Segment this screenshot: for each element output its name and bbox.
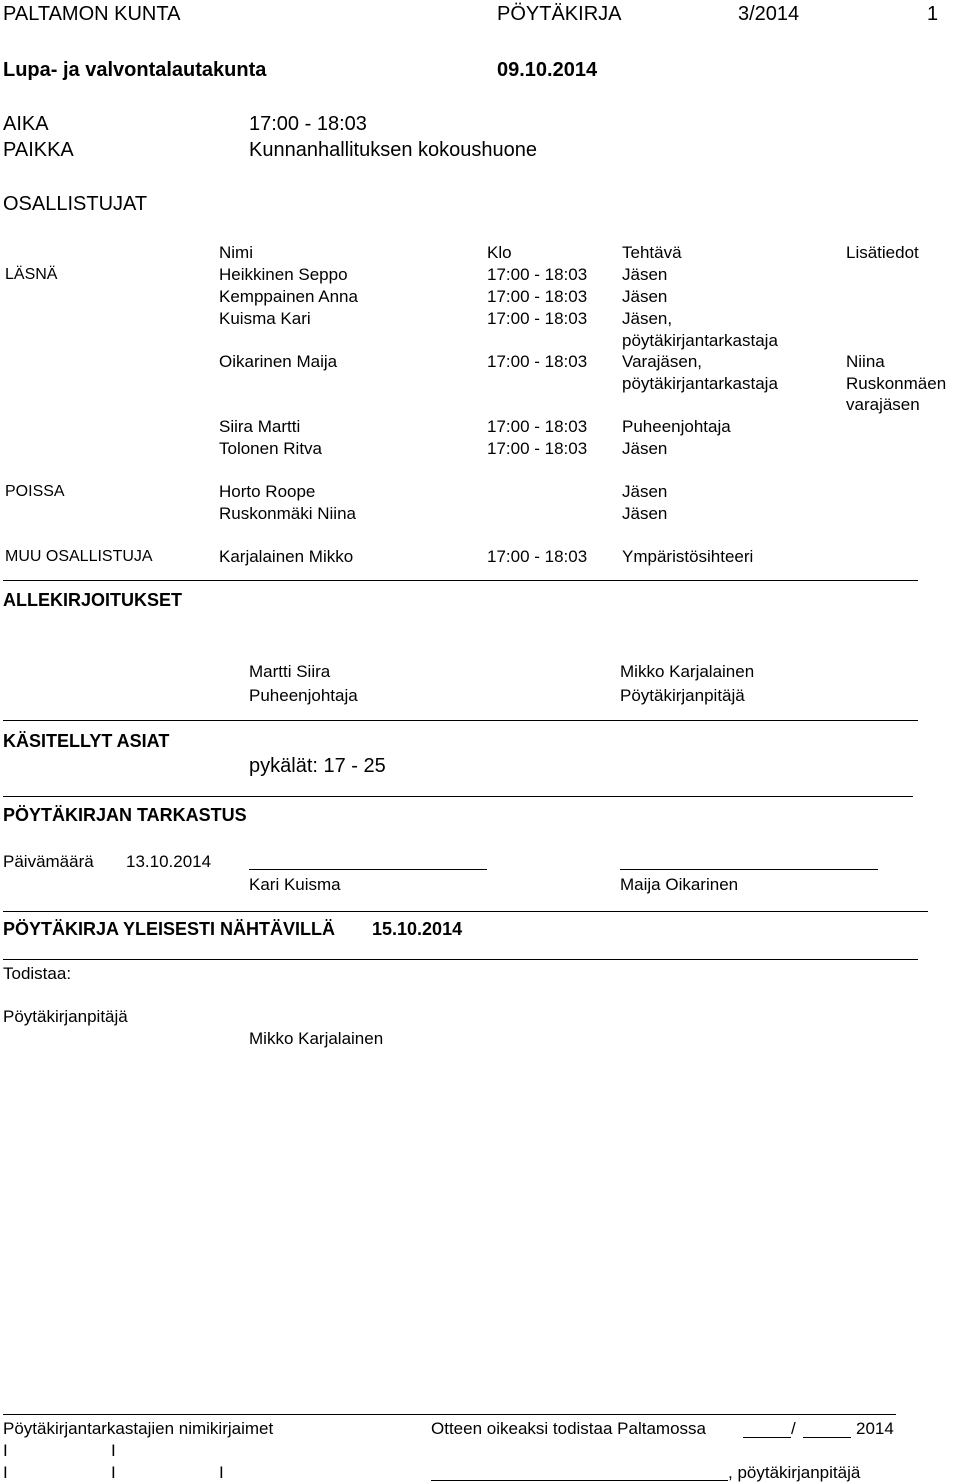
municipality-name: PALTAMON KUNTA	[3, 3, 181, 25]
participant-name: Kuisma Kari	[219, 309, 311, 328]
footer-initial-mark: I	[111, 1463, 116, 1482]
column-header-time: Klo	[487, 243, 512, 262]
chair-name: Martti Siira	[249, 662, 331, 681]
footer-initial-mark: I	[3, 1463, 8, 1482]
absent-role: Jäsen	[622, 504, 668, 523]
column-header-name: Nimi	[219, 243, 253, 262]
footer-slash: /	[791, 1419, 796, 1438]
footer-blank-line	[803, 1437, 851, 1438]
secretary-role: Pöytäkirjanpitäjä	[620, 686, 745, 705]
certify-label: Todistaa:	[3, 964, 72, 983]
public-display-date: 15.10.2014	[372, 919, 463, 939]
participant-time: 17:00 - 18:03	[487, 265, 588, 284]
signature-line	[620, 869, 878, 870]
footer-initial-mark: I	[219, 1463, 224, 1482]
participant-note: Niina	[846, 352, 885, 371]
section-divider	[3, 720, 918, 721]
signature-line	[249, 869, 487, 870]
signatures-heading: ALLEKIRJOITUKSET	[3, 590, 183, 610]
participant-role: Jäsen,	[622, 309, 673, 328]
footer-certify-text: Otteen oikeaksi todistaa Paltamossa	[431, 1419, 706, 1438]
review-heading: PÖYTÄKIRJAN TARKASTUS	[3, 805, 247, 825]
other-participant-label: MUU OSALLISTUJA	[5, 548, 153, 565]
participant-role-extra: pöytäkirjantarkastaja	[622, 374, 778, 393]
participant-note: varajäsen	[846, 395, 920, 414]
column-header-notes: Lisätiedot	[846, 243, 919, 262]
participant-role: Varajäsen,	[622, 352, 703, 371]
reviewer-1-name: Kari Kuisma	[249, 875, 341, 894]
meeting-date: 09.10.2014	[497, 59, 598, 81]
participant-name: Siira Martti	[219, 417, 301, 436]
absent-name: Ruskonmäki Niina	[219, 504, 356, 523]
column-header-role: Tehtävä	[622, 243, 682, 262]
section-divider	[3, 911, 928, 912]
participant-name: Tolonen Ritva	[219, 439, 323, 458]
participant-name: Heikkinen Seppo	[219, 265, 348, 284]
participants-heading: OSALLISTUJAT	[3, 193, 148, 215]
participant-role-extra: pöytäkirjantarkastaja	[622, 331, 778, 350]
other-participant-time: 17:00 - 18:03	[487, 547, 588, 566]
participant-role: Puheenjohtaja	[622, 417, 731, 436]
footer-year: 2014	[856, 1419, 894, 1438]
participant-time: 17:00 - 18:03	[487, 287, 588, 306]
participant-name: Kemppainen Anna	[219, 287, 358, 306]
document-type: PÖYTÄKIRJA	[497, 3, 622, 25]
public-display-heading: PÖYTÄKIRJA YLEISESTI NÄHTÄVILLÄ	[3, 919, 336, 939]
secretary-name: Mikko Karjalainen	[620, 662, 755, 681]
record-keeper-name: Mikko Karjalainen	[249, 1029, 384, 1048]
other-participant-name: Karjalainen Mikko	[219, 547, 354, 566]
participant-time: 17:00 - 18:03	[487, 417, 588, 436]
record-keeper-label: Pöytäkirjanpitäjä	[3, 1007, 128, 1026]
participant-time: 17:00 - 18:03	[487, 439, 588, 458]
document-number: 3/2014	[738, 3, 800, 25]
section-divider	[3, 959, 918, 960]
footer-divider	[3, 1414, 896, 1415]
footer-keeper-suffix: , pöytäkirjanpitäjä	[728, 1463, 861, 1482]
footer-initial-mark: I	[111, 1441, 116, 1460]
participant-role: Jäsen	[622, 287, 668, 306]
footer-initials-label: Pöytäkirjantarkastajien nimikirjaimet	[3, 1419, 274, 1438]
review-date-value: 13.10.2014	[126, 852, 212, 871]
present-label: LÄSNÄ	[5, 266, 58, 283]
participant-time: 17:00 - 18:03	[487, 352, 588, 371]
chair-role: Puheenjohtaja	[249, 686, 358, 705]
footer-initial-mark: I	[3, 1441, 8, 1460]
absent-label: POISSA	[5, 483, 65, 500]
time-label: AIKA	[3, 113, 49, 135]
place-value: Kunnanhallituksen kokoushuone	[249, 139, 537, 161]
handled-sections: pykälät: 17 - 25	[249, 755, 386, 777]
handled-heading: KÄSITELLYT ASIAT	[3, 731, 170, 751]
participant-name: Oikarinen Maija	[219, 352, 338, 371]
committee-name: Lupa- ja valvontalautakunta	[3, 59, 267, 81]
other-participant-role: Ympäristösihteeri	[622, 547, 754, 566]
participant-role: Jäsen	[622, 439, 668, 458]
section-divider	[3, 580, 918, 581]
footer-blank-line	[743, 1437, 791, 1438]
footer-signature-line	[431, 1480, 728, 1481]
absent-name: Horto Roope	[219, 482, 316, 501]
page-number: 1	[927, 3, 939, 25]
participant-role: Jäsen	[622, 265, 668, 284]
place-label: PAIKKA	[3, 139, 74, 161]
absent-role: Jäsen	[622, 482, 668, 501]
time-value: 17:00 - 18:03	[249, 113, 367, 135]
reviewer-2-name: Maija Oikarinen	[620, 875, 739, 894]
review-date-label: Päivämäärä	[3, 852, 94, 871]
section-divider	[3, 796, 913, 797]
participant-time: 17:00 - 18:03	[487, 309, 588, 328]
participant-note: Ruskonmäen	[846, 374, 947, 393]
